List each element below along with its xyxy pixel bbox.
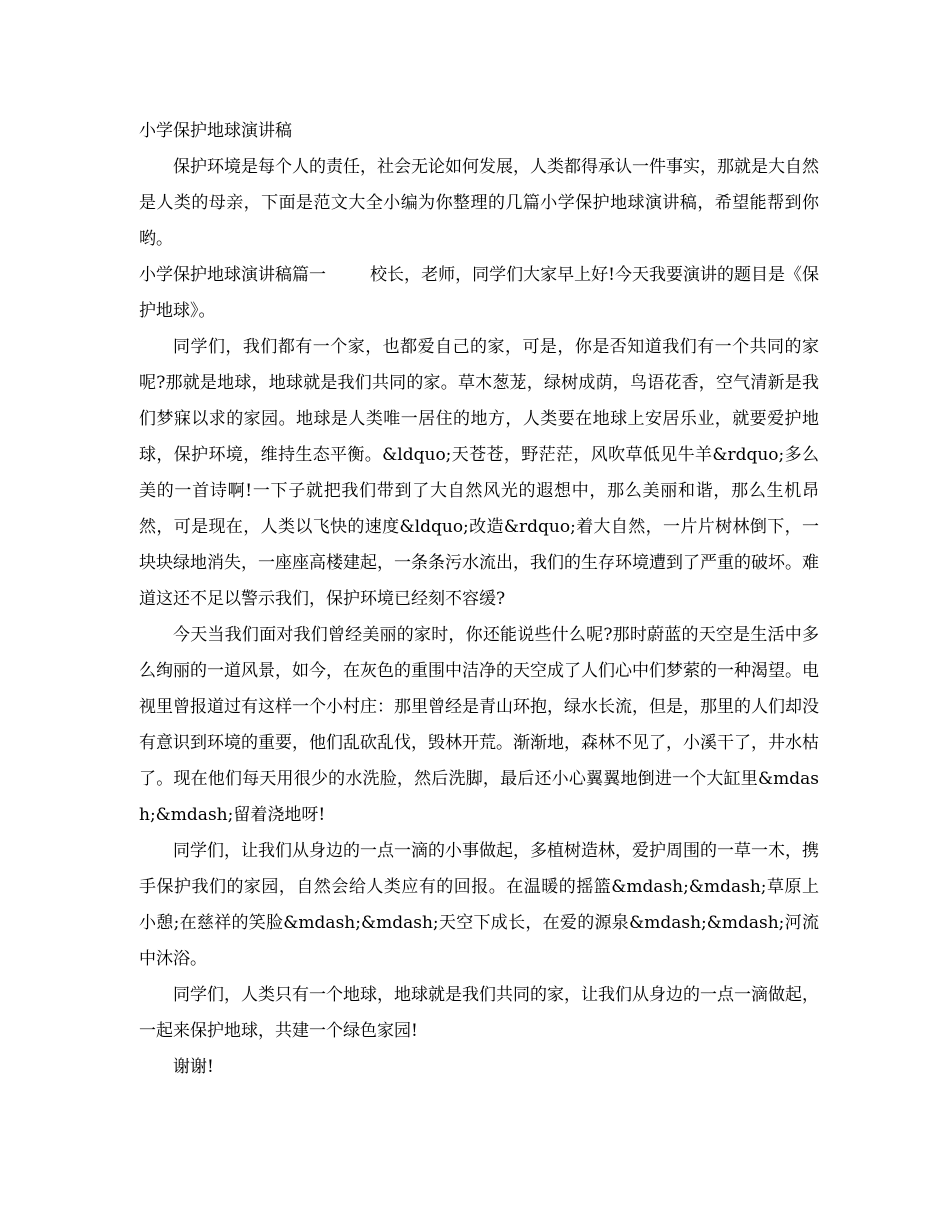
body-paragraph-3: 同学们，让我们从身边的一点一滴的小事做起，多植树造林，爱护周围的一草一木，携手保护我们的家园，自然会给人类应有的回报。在温暖的摇篮&mdash;&mdash;草原上小憩;在慈祥的笑脸&mdash;&mdash;天空下成长，在爱的源泉&mdash;&mdash;河流中沐浴。 [139,841,819,969]
document-title: 小学保护地球演讲稿 [139,121,292,141]
intro-paragraph: 保护环境是每个人的责任，社会无论如何发展，人类都得承认一件事实，那就是大自然是人类的母亲，下面是范文大全小编为你整理的几篇小学保护地球演讲稿，希望能帮到你哟。 [139,157,819,249]
section-title: 小学保护地球演讲稿篇一 [139,265,327,285]
closing-thanks: 谢谢! [173,1057,214,1077]
body-paragraph-2: 今天当我们面对我们曾经美丽的家时，你还能说些什么呢?那时蔚蓝的天空是生活中多么绚丽的一道风景，如今，在灰色的重围中洁净的天空成了人们心中们梦萦的一种渴望。电视里曾报道过有这样一个小村庄：那里曾经是青山环抱，绿水长流，但是，那里的人们却没有意识到环境的重要，他们乱砍乱伐，毁林开荒。渐渐地，森林不见了，小溪干了，井水枯了。现在他们每天用很少的水洗脸，然后洗脚，最后还小心翼翼地倒进一个大缸里&mdash;&mdash;留着浇地呀! [139,625,819,825]
document-body [139,118,819,1085]
section-opening: 校长，老师，同学们大家早上好!今天我要演讲的题目是《保护地球》。 [139,265,819,321]
body-paragraph-4: 同学们，人类只有一个地球，地球就是我们共同的家，让我们从身边的一点一滴做起，一起来保护地球，共建一个绿色家园! [139,985,819,1041]
section-heading-line [139,257,819,329]
body-paragraph-1: 同学们，我们都有一个家，也都爱自己的家，可是，你是否知道我们有一个共同的家呢?那就是地球，地球就是我们共同的家。草木葱茏，绿树成荫，鸟语花香，空气清新是我们梦寐以求的家园。地球是人类唯一居住的地方，人类要在地球上安居乐业，就要爱护地球，保护环境，维持生态平衡。&ldquo;天苍苍，野茫茫，风吹草低见牛羊&rdquo;多么美的一首诗啊!一下子就把我们带到了大自然风光的遐想中，那么美丽和谐，那么生机昂然，可是现在，人类以飞快的速度&ldquo;改造&rdquo;着大自然，一片片树林倒下，一块块绿地消失，一座座高楼建起，一条条污水流出，我们的生存环境遭到了严重的破坏。难道这还不足以警示我们，保护环境已经刻不容缓? [139,337,819,609]
